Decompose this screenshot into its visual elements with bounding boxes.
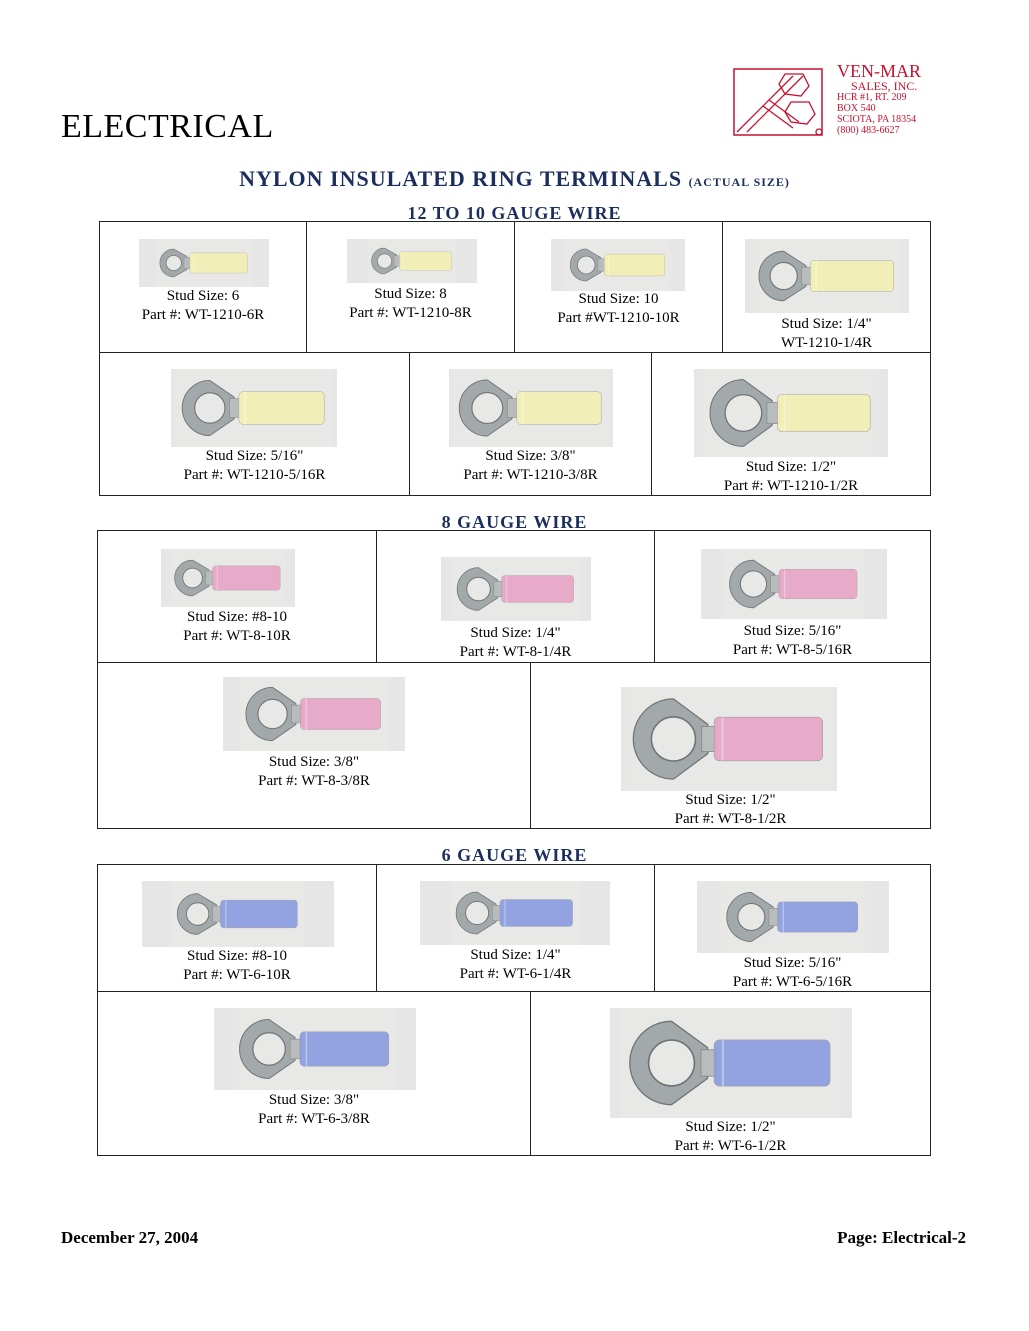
terminal-photo — [449, 369, 613, 447]
terminal-label — [98, 608, 376, 646]
stud-size: Stud Size: 10 — [578, 291, 659, 307]
logo-emblem — [733, 68, 823, 136]
terminal-cell — [376, 864, 655, 992]
terminal-cell — [654, 864, 931, 992]
stud-size: Stud Size: 1/2" — [685, 792, 776, 808]
logo-line: BOX 540 — [837, 103, 876, 114]
terminal-photo — [551, 239, 685, 291]
terminal-cell — [514, 221, 723, 353]
stud-size: Stud Size: #8-10 — [187, 609, 287, 625]
section-title: 12 TO 10 GAUGE WIRE — [407, 203, 622, 223]
part-number: Part #: WT-8-3/8R — [258, 773, 370, 789]
stud-size: Stud Size: 5/16" — [205, 448, 304, 464]
terminal-photo — [347, 239, 477, 283]
terminal-label — [100, 287, 306, 325]
terminal-cell — [530, 662, 931, 829]
company-logo — [733, 62, 953, 142]
logo-line: HCR #1, RT. 209 — [837, 92, 907, 103]
terminal-label — [655, 622, 930, 660]
terminal-cell — [722, 221, 931, 353]
logo-line: (800) 483-6627 — [837, 125, 900, 136]
terminal-cell — [97, 662, 531, 829]
main-heading — [0, 166, 1029, 192]
terminal-label — [377, 946, 654, 984]
part-number: Part #: WT-6-1/2R — [674, 1138, 787, 1154]
part-number: WT-1210-1/4R — [780, 335, 873, 351]
stud-size: Stud Size: 1/2" — [745, 459, 837, 475]
section-title: 6 GAUGE WIRE — [441, 845, 588, 865]
stud-size: Stud Size: 1/4" — [470, 625, 561, 641]
terminal-label — [98, 947, 376, 985]
stud-size: Stud Size: 1/4" — [781, 316, 872, 332]
part-number: Part #: WT-8-10R — [183, 628, 291, 644]
terminal-cell — [99, 352, 410, 496]
terminal-label — [723, 315, 930, 353]
stud-size: Stud Size: #8-10 — [187, 948, 287, 964]
stud-size: Stud Size: 3/8" — [268, 1092, 360, 1108]
part-number: Part #: WT-8-5/16R — [732, 642, 853, 658]
terminal-label — [98, 753, 530, 791]
terminal-cell — [97, 530, 377, 663]
stud-size: Stud Size: 6 — [166, 288, 240, 304]
terminal-cell — [654, 530, 931, 663]
part-number: Part #WT-1210-10R — [557, 310, 680, 326]
terminal-cell — [409, 352, 652, 496]
part-number: Part #: WT-1210-6R — [141, 307, 265, 323]
terminal-photo — [701, 549, 887, 619]
terminal-photo — [694, 369, 888, 457]
terminal-label — [98, 1091, 530, 1129]
part-number: Part #: WT-6-3/8R — [258, 1111, 370, 1127]
stud-size: Stud Size: 3/8" — [485, 448, 576, 464]
terminal-label — [307, 285, 514, 323]
terminal-cell — [99, 221, 307, 353]
part-number: Part #: WT-1210-5/16R — [183, 467, 326, 483]
stud-size: Stud Size: 8 — [374, 286, 447, 302]
part-number: Part #: WT-8-1/2R — [674, 811, 787, 827]
terminal-photo — [745, 239, 909, 313]
terminal-label — [652, 458, 930, 496]
heading-note: (ACTUAL SIZE) — [688, 175, 790, 189]
logo-line: SCIOTA, PA 18354 — [837, 114, 917, 125]
terminal-photo — [142, 881, 334, 947]
terminal-photo — [171, 369, 337, 447]
logo-brand: VEN-MAR — [837, 61, 921, 81]
terminal-cell — [97, 864, 377, 992]
terminal-cell — [651, 352, 931, 496]
footer-date: December 27, 2004 — [61, 1228, 199, 1247]
part-number: Part #: WT-1210-8R — [349, 305, 472, 321]
terminal-cell — [530, 991, 931, 1156]
terminal-cell — [97, 991, 531, 1156]
terminal-label — [531, 791, 930, 829]
terminal-photo — [223, 677, 405, 751]
section-title: 8 GAUGE WIRE — [441, 512, 588, 532]
terminal-label — [377, 624, 654, 662]
heading-text: NYLON INSULATED RING TERMINALS — [239, 166, 683, 191]
logo-line: SALES, INC. — [851, 79, 918, 93]
terminal-photo — [697, 881, 889, 953]
stud-size: Stud Size: 1/2" — [685, 1119, 776, 1135]
terminal-photo — [161, 549, 295, 607]
terminal-photo — [610, 1008, 852, 1118]
part-number: Part #: WT-6-1/4R — [459, 966, 572, 982]
page-title: ELECTRICAL — [61, 108, 274, 145]
terminal-photo — [621, 687, 837, 791]
terminal-photo — [139, 239, 269, 287]
terminal-cell — [376, 530, 655, 663]
terminal-label — [100, 447, 409, 485]
terminal-label — [515, 290, 722, 328]
stud-size: Stud Size: 5/16" — [743, 623, 842, 639]
terminal-label — [410, 447, 651, 485]
part-number: Part #: WT-1210-3/8R — [463, 467, 598, 483]
terminal-label — [655, 954, 930, 992]
terminal-photo — [441, 557, 591, 621]
stud-size: Stud Size: 3/8" — [268, 754, 360, 770]
part-number: Part #: WT-1210-1/2R — [723, 478, 859, 494]
part-number: Part #: WT-6-10R — [183, 967, 291, 983]
stud-size: Stud Size: 5/16" — [743, 955, 842, 971]
terminal-photo — [214, 1008, 416, 1090]
terminal-photo — [420, 881, 610, 945]
stud-size: Stud Size: 1/4" — [470, 947, 561, 963]
part-number: Part #: WT-8-1/4R — [459, 644, 572, 660]
part-number: Part #: WT-6-5/16R — [732, 974, 853, 990]
terminal-label — [531, 1118, 930, 1156]
footer-page-number: Page: Electrical-2 — [837, 1228, 966, 1247]
terminal-cell — [306, 221, 515, 353]
